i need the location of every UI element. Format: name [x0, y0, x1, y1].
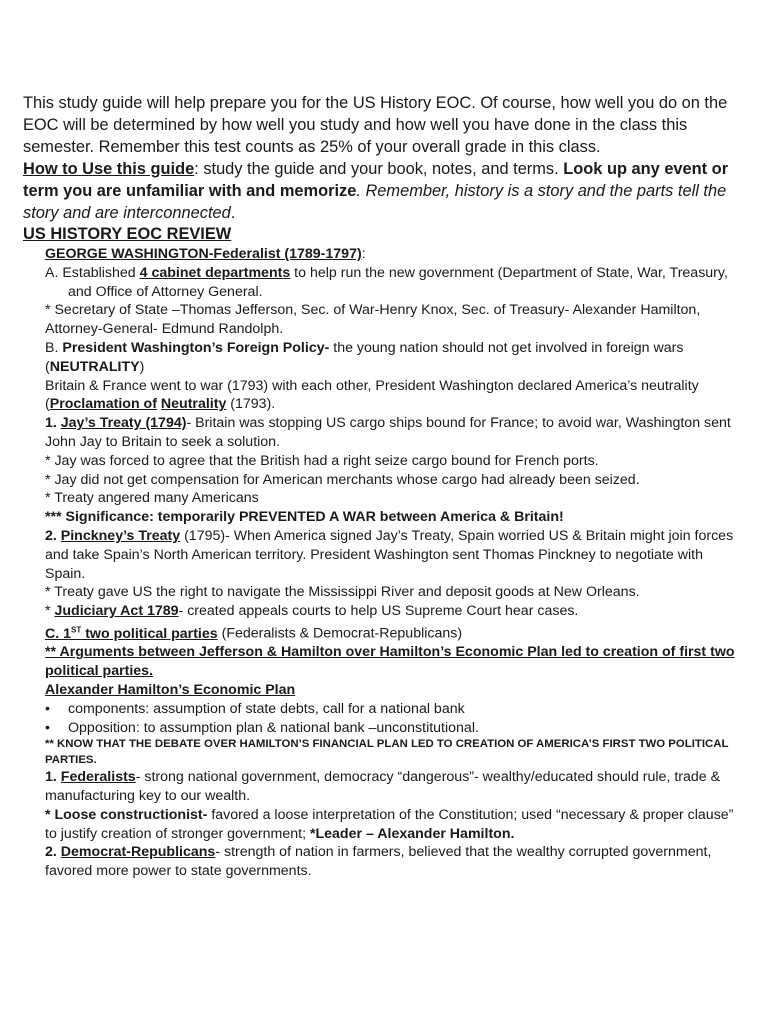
plan-title-text: Alexander Hamilton’s Economic Plan [45, 682, 296, 699]
fed-number: 1. [45, 769, 61, 786]
intro-period: . [230, 204, 236, 222]
democrat-republicans [45, 843, 738, 881]
neutrality-label: Neutrality [160, 396, 227, 413]
remember-text: . Remember, history is a story and the parts tell the story and are interconnected [23, 182, 727, 222]
judiciary-star: * [45, 603, 55, 620]
dr-number: 2. [45, 844, 61, 861]
pinckney-bullet-1: * Treaty gave US the right to navigate the Mississippi River and deposit goods at New Orleans. [45, 584, 640, 601]
intro-text: This study guide will help prepare you for the US History EOC. Of course, how well you do on the EOC will be determined by how well you study and how well you have done in the class this semester. Remember this test counts as 25% of your overall grade in this class. [23, 94, 728, 156]
fed-title: Federalists [60, 769, 136, 786]
plan-bullet-2 [45, 719, 738, 738]
proclamation-label: Proclamation of [49, 396, 157, 413]
item-b-text: the young nation should not get involved in foreign wars ( [45, 339, 684, 375]
plan-bullet-text: components: assumption of state debts, call for a national bank [68, 700, 465, 717]
pinckney-treaty [45, 527, 738, 583]
judiciary-text: - created appeals courts to help US Supreme Court hear cases. [178, 603, 579, 620]
cabinet-departments: 4 cabinet departments [139, 264, 291, 281]
washington-heading-colon: : [361, 246, 366, 262]
significance-text: *** Significance: temporarily PREVENTED A WAR between America & Britain! [45, 509, 564, 526]
bullet-dot-icon: • [45, 719, 50, 736]
plan-bullet-1 [45, 700, 738, 719]
dr-title: Democrat-Republicans [60, 844, 216, 861]
item-c [45, 621, 738, 644]
jay-bullet-3: * Treaty angered many Americans [45, 490, 259, 507]
jay-text: - Britain was stopping US cargo ships bound for France; to avoid war, Washington sent John Jay to Britain to seek a solution. [45, 415, 731, 450]
jay-title: Jay’s Treaty (1794) [60, 415, 187, 432]
foreign-policy-label: President Washington’s Foreign Policy- [62, 339, 330, 356]
item-b [45, 339, 738, 377]
arguments-note [45, 643, 738, 681]
war-text: Britain & France went to war (1793) with each other, President Washington declared America’s neutrality ( [45, 377, 699, 413]
intro-paragraph [23, 92, 738, 224]
fed-text: - strong national government, democracy “dangerous”- wealthy/educated should rule, trade & manufacturing key to our wealth. [45, 769, 721, 805]
how-to-use-label: How to Use this guide [23, 160, 195, 178]
bullet-dot-icon: • [45, 700, 50, 717]
review-title: US HISTORY EOC REVIEW [23, 225, 232, 243]
pinckney-title: Pinckney’s Treaty [60, 527, 181, 544]
significance-note [45, 508, 738, 527]
arguments-text: ** Arguments between Jefferson & Hamilton over Hamilton’s Economic Plan led to creation of first two political parties. [45, 644, 735, 680]
jay-bullet-2: * Jay did not get compensation for American merchants whose cargo had already been seized. [45, 471, 640, 488]
how-to-use-text: study the guide and your book, notes, and terms. [198, 160, 564, 178]
look-up-text: Look up any event or term you are unfamiliar with and memorize [23, 160, 729, 200]
pinckney-number: 2. [45, 527, 61, 544]
item-c-title-text: two political parties [81, 625, 218, 642]
know-note: ** KNOW THAT THE DEBATE OVER HAMILTON’S FINANCIAL PLAN LED TO CREATION OF AMERICA’S FIRST TWO POLITICAL PARTIES. [45, 738, 729, 766]
item-b-prefix: B. [45, 339, 63, 356]
washington-heading-text: GEORGE WASHINGTON-Federalist (1789-1797) [45, 246, 362, 262]
plan-title [45, 681, 738, 700]
judiciary-title: Judiciary Act 1789 [54, 603, 179, 620]
war-year: (1793). [226, 396, 276, 413]
washington-heading [45, 245, 738, 264]
item-a-text: to help run the new government (Department of State, War, Treasury, and Office of Attorney General. [68, 264, 728, 300]
dr-text: - strength of nation in farmers, believed that the wealthy corrupted government, favored more power to state governments. [45, 844, 712, 880]
loose-constructionist [45, 806, 738, 844]
item-c-text: (Federalists & Democrat-Republicans) [217, 625, 463, 642]
loose-label: * Loose constructionist- [45, 806, 208, 823]
item-b-close: ) [139, 358, 145, 375]
loose-leader: *Leader – Alexander Hamilton. [309, 825, 515, 842]
judiciary-act [45, 602, 738, 621]
secretaries-note: * Secretary of State –Thomas Jefferson, Sec. of War-Henry Knox, Sec. of Treasury- Alexander Hamilton, Attorney-General- Edmund Randolph. [45, 302, 701, 338]
jay-bullet-1: * Jay was forced to agree that the British had a right seize cargo bound for French ports. [45, 452, 599, 469]
neutrality-bold: NEUTRALITY [49, 358, 140, 375]
war-note [45, 377, 738, 415]
how-colon: : [194, 160, 199, 178]
item-a [45, 264, 738, 302]
federalists [45, 768, 738, 806]
item-a-prefix: A. Established [45, 264, 140, 281]
item-c-prefix: C. 1 [45, 625, 72, 642]
pinckney-text: (1795)- When America signed Jay’s Treaty, Spain worried US & Britain might join forces and take Spain’s North American territory. President Washington sent Thomas Pinckney to negotiate with Spain. [45, 527, 734, 582]
jay-number: 1. [45, 415, 61, 432]
plan-bullet-text: Opposition: to assumption plan & national bank –unconstitutional. [68, 719, 479, 736]
item-c-title [45, 626, 218, 642]
loose-text: favored a loose interpretation of the Constitution; used “necessary & proper clause” to justify creation of stronger government; [45, 806, 734, 842]
item-c-sup: ST [71, 624, 82, 634]
jay-treaty [45, 414, 738, 452]
review-body [23, 245, 738, 881]
